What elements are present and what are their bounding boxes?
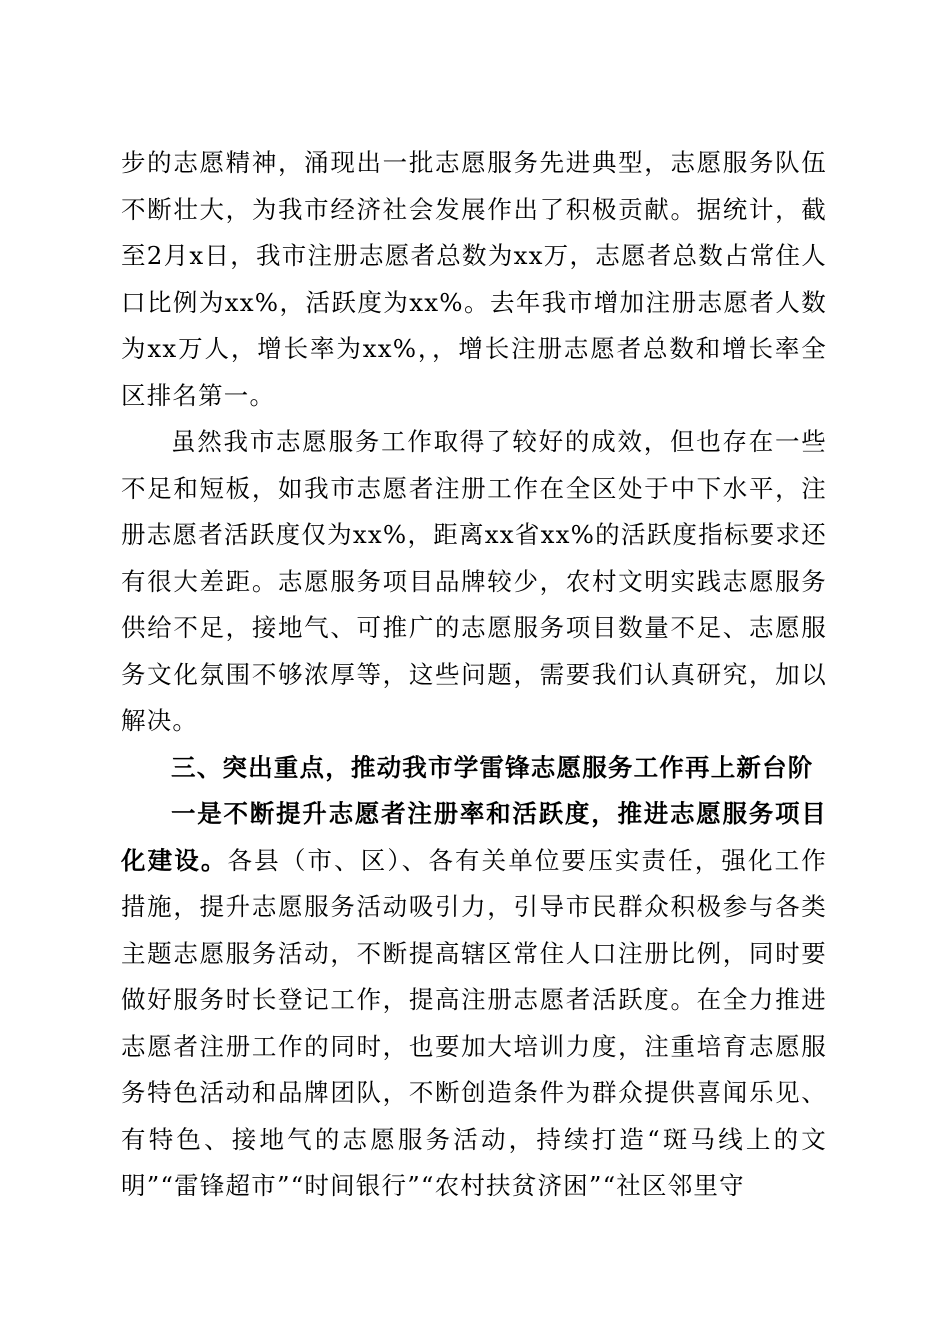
section-heading: 三、突出重点，推动我市学雷锋志愿服务工作再上新台阶 (171, 752, 814, 782)
document-body (121, 140, 827, 1210)
paragraph-key-point-one (121, 791, 827, 1210)
paragraph-body-text: 各县（市、区）、各有关单位要压实责任，强化工作措施，提升志愿服务活动吸引力，引导市民群众积极参与各类主题志愿服务活动，不断提高辖区常住人口注册比例，同时要做好服务时长登记工作，提高注册志愿者活跃度。在全力推进志愿者注册工作的同时，也要加大培训力度，注重培育志愿服务特色活动和品牌团队，不断创造条件为群众提供喜闻乐见、有特色、接地气的志愿服务活动，持续打造“斑马线上的文明”“雷锋超市”“时间银行”“农村扶贫济困”“社区邻里守 (121, 845, 827, 1200)
paragraph-shortcomings: 虽然我市志愿服务工作取得了较好的成效，但也存在一些不足和短板，如我市志愿者注册工作在全区处于中下水平，注册志愿者活跃度仅为xx%，距离xx省xx%的活跃度指标要求还有很大差距。志愿服务项目品牌较少，农村文明实践志愿服务供给不足，接地气、可推广的志愿服务项目数量不足、志愿服务文化氛围不够浓厚等，这些问题，需要我们认真研究，加以解决。 (121, 427, 827, 735)
paragraph-continued: 步的志愿精神，涌现出一批志愿服务先进典型，志愿服务队伍不断壮大，为我市经济社会发展作出了积极贡献。据统计，截至2月x日，我市注册志愿者总数为xx万，志愿者总数占常住人口比例为xx%，活跃度为xx%。去年我市增加注册志愿者人数为xx万人，增长率为xx%，，增长注册志愿者总数和增长率全区排名第一。 (121, 148, 827, 410)
paragraph-lead-sentence: 一是不断提升志愿者注册率和活跃度，推进志愿服务项目化建设。 (121, 799, 827, 875)
